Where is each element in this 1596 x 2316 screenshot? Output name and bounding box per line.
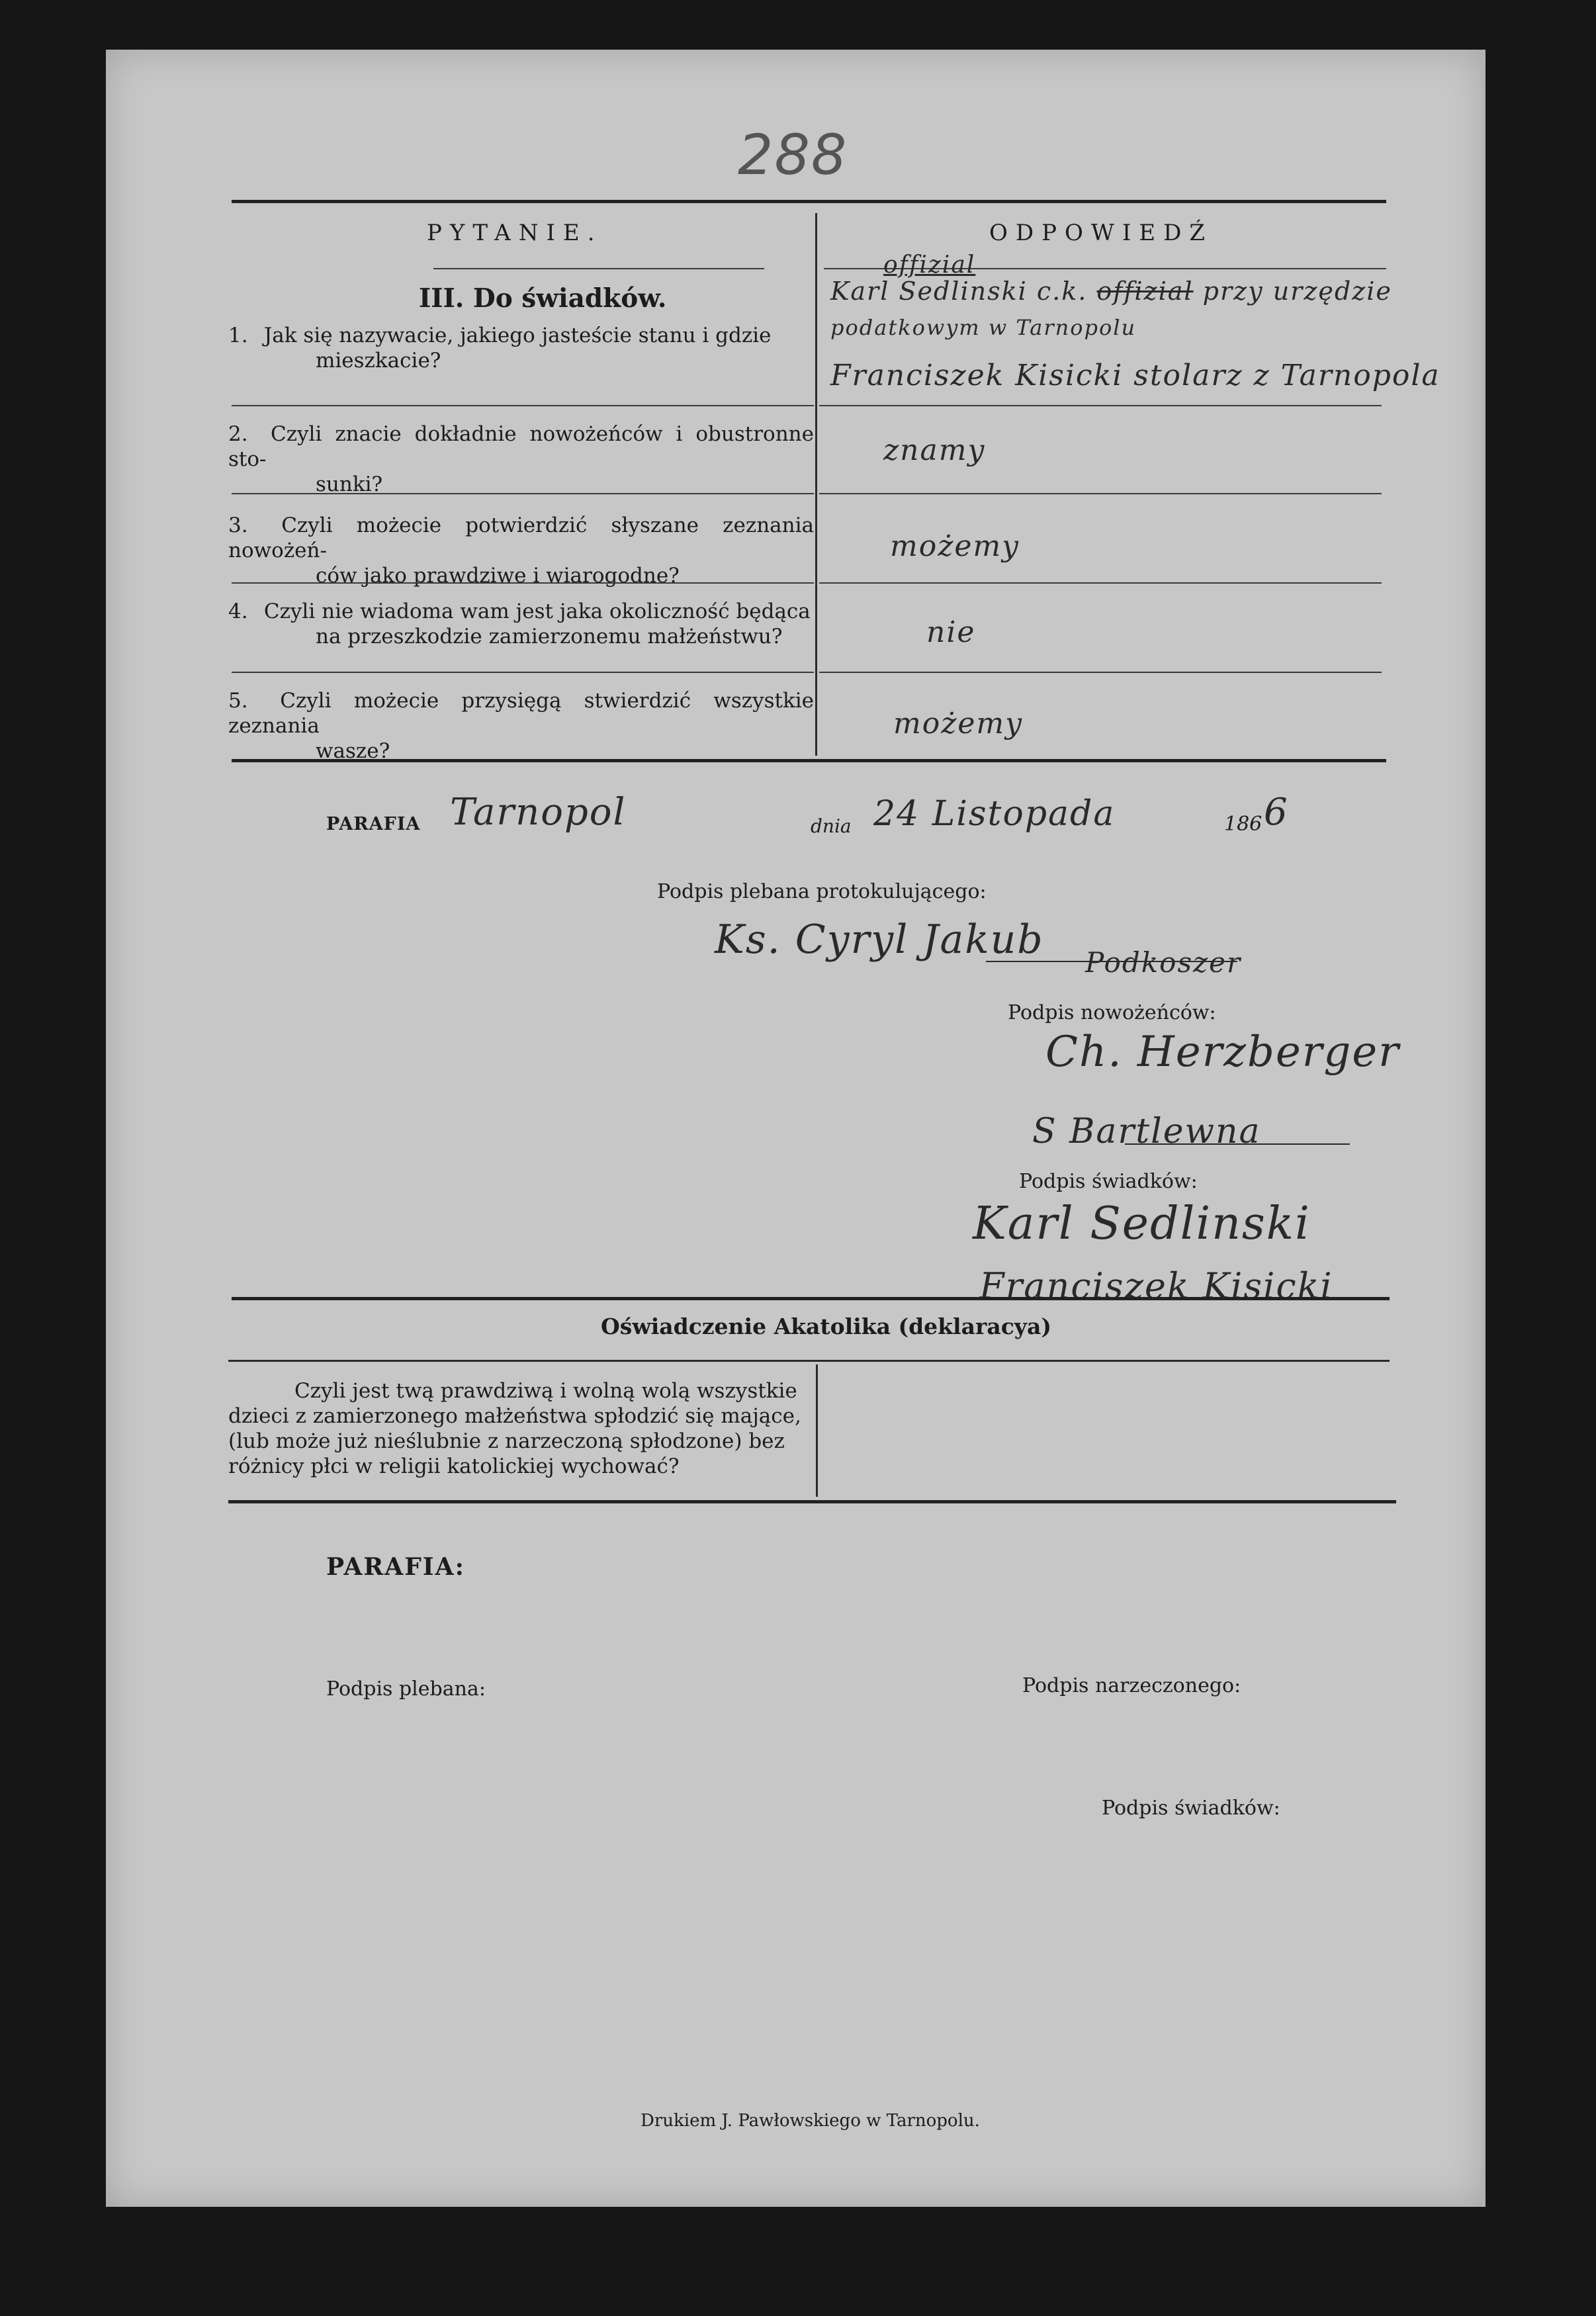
year-suffix: 6	[1264, 791, 1289, 834]
answer-2: znamy	[883, 433, 986, 467]
answer-1-line1: Karl Sedlinski c.k. offizial przy urzędzie	[830, 277, 1392, 306]
row-rule	[232, 582, 814, 584]
header-rule-left	[433, 268, 764, 269]
bride-signature: S Bartlewna	[1032, 1112, 1261, 1151]
header-answer: ODPOWIEDŹ	[989, 220, 1213, 246]
priest-sign-label: Podpis plebana protokulującego:	[657, 880, 987, 903]
declaration-bottom-rule	[228, 1500, 1396, 1503]
row-rule	[819, 582, 1382, 584]
priest-signature: Ks. Cyryl Jakub	[715, 916, 1044, 963]
witness-2-signature: Franciszek Kisicki	[979, 1265, 1333, 1307]
answer-1-insert: offizial	[883, 251, 976, 279]
answer-1-line2: podatkowym w Tarnopolu	[830, 315, 1137, 340]
question-4: 4. Czyli nie wiadoma wam jest jaka okoliczność będąca na przeszkodzie zamierzonemu małżeństwu?	[228, 600, 811, 648]
witnesses-sign-label: Podpis świadków:	[1019, 1170, 1198, 1193]
parish-value: Tarnopol	[450, 791, 627, 834]
bottom-fiance-label: Podpis narzeczonego:	[1022, 1674, 1241, 1697]
couple-sign-label: Podpis nowożeńców:	[1008, 1001, 1216, 1024]
declaration-title: Oświadczenie Akatolika (deklaracya)	[601, 1314, 1051, 1339]
row-rule	[232, 672, 814, 673]
table-bottom-rule	[232, 759, 1386, 762]
bottom-priest-label: Podpis plebana:	[326, 1677, 486, 1701]
year-prefix: 186	[1224, 813, 1263, 836]
answer-1-line3: Franciszek Kisicki stolarz z Tarnopola	[830, 359, 1441, 392]
priest-signature-2: Podkoszer	[1085, 946, 1242, 979]
row-rule	[819, 672, 1382, 673]
row-rule	[819, 493, 1382, 494]
answer-4: nie	[926, 615, 976, 649]
declaration-header-rule	[228, 1360, 1390, 1362]
section-title: III. Do świadków.	[419, 283, 667, 314]
date-label: dnia	[811, 815, 852, 837]
declaration-divider	[816, 1364, 818, 1497]
witness-1-signature: Karl Sedlinski	[973, 1198, 1311, 1250]
question-2: 2. Czyli znacie dokładnie nowożeńców i obustronne sto- sunki?	[228, 422, 814, 496]
signature-flourish	[986, 961, 1237, 962]
groom-signature: Ch. Herzberger	[1045, 1028, 1400, 1077]
table-top-rule	[232, 200, 1386, 203]
printer-imprint: Drukiem J. Pawłowskiego w Tarnopolu.	[641, 2111, 980, 2131]
question-1: 1. Jak się nazywacie, jakiego jasteście stanu i gdzie mieszkacie?	[228, 324, 772, 373]
declaration-question: Czyli jest twą prawdziwą i wolną wolą wszystkie dzieci z zamierzonego małżeństwa spłodzić się mające, (lub może już nieślubnie z narzeczoną spłodzone) bez różnicy płci w religii katolickiej wychować?	[228, 1379, 801, 1478]
column-divider	[815, 213, 817, 756]
bride-underline	[1125, 1143, 1350, 1145]
header-question: PYTANIE.	[427, 220, 603, 246]
row-rule	[232, 405, 814, 406]
bottom-parish-label: PARAFIA:	[326, 1553, 465, 1581]
declaration-top-rule	[232, 1297, 1390, 1300]
question-3: 3. Czyli możecie potwierdzić słyszane zeznania nowożeń- ców jako prawdziwe i wiarogodne?	[228, 513, 815, 588]
bottom-witnesses-label: Podpis świadków:	[1102, 1797, 1280, 1820]
answer-5: możemy	[893, 707, 1024, 740]
parish-label: PARAFIA	[326, 814, 421, 834]
row-rule	[232, 493, 814, 494]
row-rule	[819, 405, 1382, 406]
answer-3: możemy	[890, 529, 1020, 563]
date-value: 24 Listopada	[873, 794, 1116, 834]
question-5: 5. Czyli możecie przysięgą stwierdzić wszystkie zeznania wasze?	[228, 689, 815, 763]
page-number: 288	[738, 122, 848, 187]
